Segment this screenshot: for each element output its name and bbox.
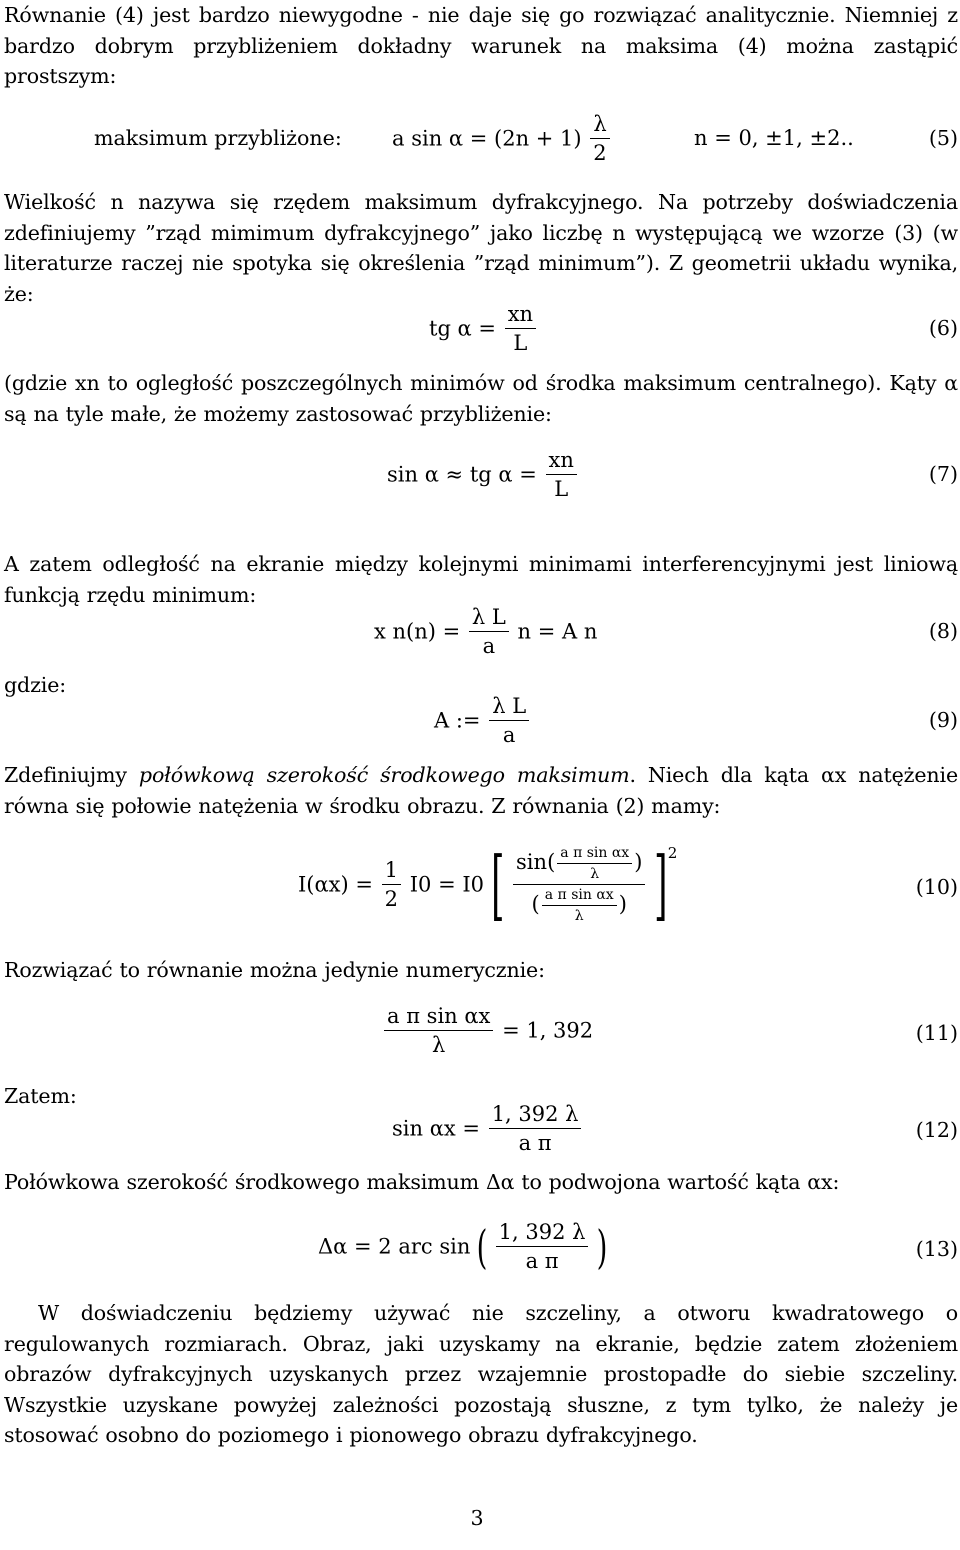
eq5-number: (5) <box>928 126 958 150</box>
eq13-num: 1, 392 λ <box>496 1220 589 1247</box>
eq5-formula <box>392 112 612 165</box>
eq10-inner-top-num: a π sin αx <box>557 845 632 864</box>
equation-6 <box>4 302 958 364</box>
eq6-number: (6) <box>928 316 958 340</box>
eq13-right-paren: ) <box>596 1219 608 1274</box>
eq10-mid: I0 = I0 <box>409 872 484 897</box>
eq5-num: λ <box>590 112 609 139</box>
eq7-num: xn <box>546 448 577 475</box>
eq5-den: 2 <box>593 141 607 166</box>
eq13-fraction <box>496 1220 589 1273</box>
eq5-label: maksimum przybliżone: <box>94 126 342 150</box>
eq10-inner-bottom-num: a π sin αx <box>542 887 617 906</box>
para5-emphasis: połówkową szerokość środkowego maksimum <box>138 763 630 787</box>
label-gdzie: gdzie: <box>4 673 67 697</box>
eq11-formula <box>382 1004 593 1057</box>
equation-9 <box>4 694 958 756</box>
equation-5 <box>4 110 958 180</box>
eq10-inner-bottom <box>542 887 617 924</box>
eq7-lhs: sin α ≈ tg α = <box>387 462 537 487</box>
eq8-formula <box>374 605 597 658</box>
equation-10 <box>4 840 958 940</box>
eq13-formula <box>318 1220 607 1273</box>
eq8-rhs: n = A n <box>517 619 598 644</box>
paragraph-angles: (gdzie xn to ogległość poszczególnych minimów od środka maksimum centralnego). Kąty α są na tyle małe, że możemy zastosować przybliżenie: <box>4 371 958 426</box>
eq5-fraction <box>590 112 609 165</box>
eq10-sin-word: sin <box>516 849 548 874</box>
eq6-formula <box>429 302 538 355</box>
eq6-num: xn <box>505 302 536 329</box>
paragraph-half-width <box>4 760 958 821</box>
eq9-num: λ L <box>489 694 529 721</box>
para5-start: Zdefiniujmy <box>4 763 139 787</box>
eq10-lhs: I(αx) = <box>298 872 373 897</box>
paragraph-linear: A zatem odległość na ekranie między kolejnymi minimami interferencyjnymi jest liniową funkcją rzędu minimum: <box>4 552 958 607</box>
eq6-fraction <box>505 302 536 355</box>
eq8-lhs: x n(n) = <box>374 619 461 644</box>
paragraph-order: Wielkość n nazywa się rzędem maksimum dyfrakcyjnego. Na potrzeby doświadczenia zdefiniujemy ”rząd mimimum dyfrakcyjnego” jako liczbę n występującą we wzorze (3) (w literaturze raczej nie spotyka się określenia ”rząd minimum”). Z geometrii układu wynika, że: <box>4 190 958 306</box>
paragraph-numeric: Rozwiązać to równanie można jedynie numerycznie: <box>4 958 545 982</box>
eq7-formula <box>387 448 579 501</box>
eq12-fraction <box>489 1102 582 1155</box>
eq13-lhs: Δα = 2 arc sin <box>318 1234 471 1259</box>
eq13-den: a π <box>525 1249 559 1274</box>
eq11-rhs: = 1, 392 <box>502 1018 594 1043</box>
paragraph-delta: Połówkowa szerokość środkowego maksimum Δα to podwojona wartość kąta αx: <box>4 1170 840 1194</box>
para5-end: . Niech dla kąta αx natężenie równa się połowie natężenia w środku obrazu. Z równania (2) mamy: <box>4 763 958 818</box>
eq9-lhs: A := <box>434 708 481 733</box>
eq12-den: a π <box>518 1131 552 1156</box>
equation-12 <box>4 1102 958 1166</box>
eq10-inner-top <box>557 845 632 882</box>
equation-11 <box>4 1004 958 1074</box>
eq11-fraction <box>384 1004 493 1057</box>
equation-8 <box>4 605 958 667</box>
eq10-half <box>382 858 401 911</box>
eq10-inner-bottom-den: λ <box>574 908 584 925</box>
eq11-number: (11) <box>915 1021 958 1045</box>
eq8-number: (8) <box>928 619 958 643</box>
label-zatem: Zatem: <box>4 1084 77 1108</box>
eq10-sinc-den: ( $\frac{\text{a π sin αx}}{\lambda}$ ) <box>531 887 627 925</box>
eq7-den: L <box>554 477 569 502</box>
eq5-lhs: a sin α = (2n + 1) <box>392 126 582 151</box>
eq10-half-num: 1 <box>382 858 401 885</box>
eq11-den: λ <box>432 1033 446 1058</box>
eq10-number: (10) <box>915 875 958 899</box>
eq5-condition: n = 0, ±1, ±2.. <box>694 126 854 150</box>
eq10-inner-top-den: λ <box>590 865 600 882</box>
paragraph-intro: Równanie (4) jest bardzo niewygodne - nie daje się go rozwiązać analitycznie. Niemniej z bardzo dobrym przybliżeniem dokładny warunek na maksima (4) można zastąpić prostszym: <box>4 3 958 88</box>
eq10-right-bracket: ] <box>654 839 668 929</box>
eq11-num: a π sin αx <box>384 1004 493 1031</box>
eq7-fraction <box>546 448 577 501</box>
equation-7 <box>4 448 958 510</box>
eq10-left-bracket: [ <box>490 839 505 929</box>
eq10-sinc-num: sin( $\frac{\text{a π sin αx}}{\lambda}$ ) <box>513 845 645 885</box>
eq6-den: L <box>513 331 528 356</box>
equation-13 <box>4 1220 958 1286</box>
eq10-exponent: 2 <box>667 844 678 862</box>
eq12-number: (12) <box>915 1118 958 1142</box>
eq9-number: (9) <box>928 708 958 732</box>
eq10-sinc-fraction <box>513 845 645 924</box>
eq9-formula <box>434 694 531 747</box>
eq10-half-den: 2 <box>384 887 399 911</box>
eq9-den: a <box>502 723 516 748</box>
eq13-number: (13) <box>915 1237 958 1261</box>
eq7-number: (7) <box>928 462 958 486</box>
eq8-den: a <box>482 634 496 659</box>
eq10-formula <box>298 839 678 929</box>
eq13-left-paren: ( <box>476 1219 488 1274</box>
eq12-num: 1, 392 λ <box>489 1102 582 1129</box>
eq6-lhs: tg α = <box>429 316 497 341</box>
eq12-lhs: sin αx = <box>392 1116 480 1141</box>
eq12-formula <box>392 1102 583 1155</box>
eq8-fraction <box>469 605 509 658</box>
paragraph-square-aperture: W doświadczeniu będziemy używać nie szczeliny, a otworu kwadratowego o regulowanych rozmiarach. Obraz, jaki uzyskamy na ekranie, będzie zatem złożeniem obrazów dyfrakcyjnych uzyskanych przez wzajemnie prostopadłe do siebie szczeliny. Wszystkie uzyskane powyżej zależności pozostają słuszne, z tym tylko, że należy je stosować osobno do poziomego i pionowego obrazu dyfrakcyjnego. <box>4 1301 958 1447</box>
page-number: 3 <box>470 1506 484 1530</box>
eq9-fraction <box>489 694 529 747</box>
eq8-num: λ L <box>469 605 509 632</box>
